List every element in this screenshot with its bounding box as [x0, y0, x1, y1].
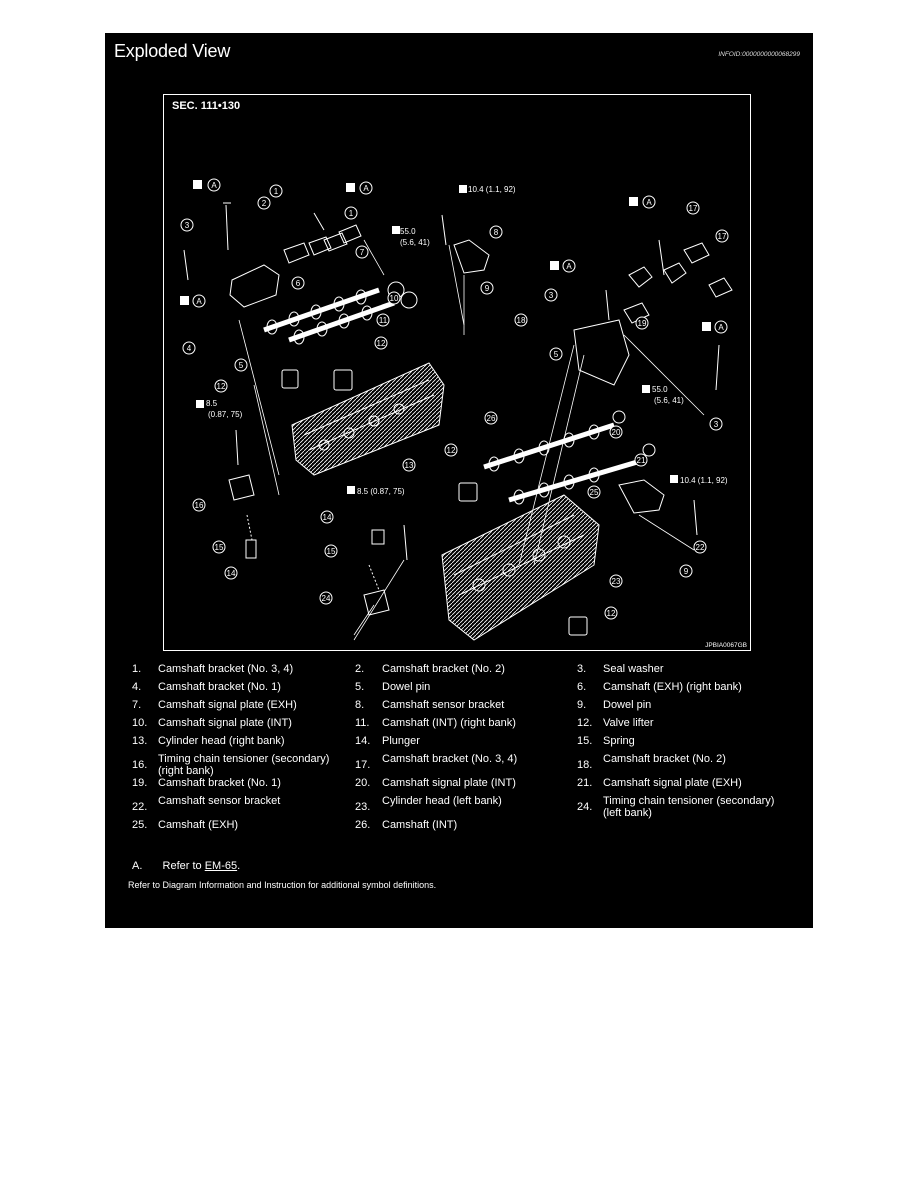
svg-text:3: 3: [548, 291, 554, 300]
legend-row: [105, 753, 813, 777]
svg-text:1: 1: [273, 187, 279, 196]
svg-text:15: 15: [326, 547, 336, 556]
svg-text:6: 6: [295, 279, 301, 288]
svg-text:12: 12: [606, 609, 616, 618]
legend-text: Cylinder head (right bank): [158, 735, 285, 747]
legend-text: Seal washer: [603, 663, 664, 675]
note-a-text: Refer to: [162, 860, 205, 872]
legend-text: Camshaft signal plate (INT): [158, 717, 292, 729]
legend-text: Camshaft signal plate (EXH): [158, 699, 297, 711]
legend-text: Camshaft bracket (No. 3, 4): [382, 753, 518, 765]
torque-label-3b: (5.6, 41): [654, 396, 684, 405]
svg-text:A: A: [211, 181, 217, 190]
legend-text: Camshaft (EXH) (right bank): [603, 681, 742, 693]
legend-number: 12.: [577, 717, 593, 729]
legend-text: Camshaft (EXH): [158, 819, 239, 831]
torque-label-6: 10.4 (1.1, 92): [680, 476, 728, 485]
legend-number: 26.: [355, 819, 371, 831]
em-65-link[interactable]: EM-65: [204, 860, 238, 872]
legend-number: 22.: [132, 801, 148, 813]
footer-note: Refer to Diagram Information and Instruction for additional symbol definitions.: [128, 880, 437, 890]
torque-label-5: 8.5 (0.87, 75): [357, 487, 405, 496]
legend-number: 14.: [355, 735, 371, 747]
legend-row: [105, 819, 813, 831]
svg-text:25: 25: [589, 488, 599, 497]
legend-row: [105, 717, 813, 729]
svg-text:12: 12: [446, 446, 456, 455]
legend-text: Timing chain tensioner (secondary) (left bank): [603, 795, 775, 819]
svg-text:4: 4: [186, 344, 192, 353]
legend-number: 25.: [132, 819, 148, 831]
legend-text: Cylinder head (left bank): [382, 795, 502, 807]
svg-text:23: 23: [611, 577, 621, 586]
svg-text:2: 2: [261, 199, 267, 208]
svg-text:14: 14: [322, 513, 332, 522]
torque-label-4b: (0.87, 75): [208, 410, 243, 419]
legend-number: 15.: [577, 735, 593, 747]
legend-number: 1.: [132, 663, 142, 675]
legend-text: Camshaft sensor bracket: [158, 795, 281, 807]
legend-number: 13.: [132, 735, 148, 747]
svg-text:5: 5: [238, 361, 244, 370]
legend-number: 23.: [355, 801, 371, 813]
svg-text:11: 11: [378, 316, 388, 325]
svg-text:A: A: [646, 198, 652, 207]
torque-label-1: 10.4 (1.1, 92): [468, 185, 516, 194]
legend-number: 9.: [577, 699, 587, 711]
figure-code: JPBIA0067GB: [705, 642, 747, 649]
legend-text: Dowel pin: [603, 699, 652, 711]
svg-text:9: 9: [683, 567, 689, 576]
svg-text:24: 24: [321, 594, 331, 603]
legend-number: 17.: [355, 759, 371, 771]
legend-text: Camshaft signal plate (INT): [382, 777, 516, 789]
svg-text:8: 8: [493, 228, 499, 237]
legend-number: 24.: [577, 801, 593, 813]
legend-number: 4.: [132, 681, 142, 693]
torque-label-2b: (5.6, 41): [400, 238, 430, 247]
legend-row: [105, 735, 813, 747]
legend-text: Camshaft bracket (No. 3, 4): [158, 663, 294, 675]
svg-text:A: A: [718, 323, 724, 332]
cylinder-head-right-bank: [292, 363, 444, 475]
page-title: Exploded View: [114, 41, 231, 61]
svg-text:26: 26: [486, 414, 496, 423]
svg-text:21: 21: [636, 456, 646, 465]
legend-text: Camshaft bracket (No. 1): [158, 777, 281, 789]
svg-text:19: 19: [637, 319, 647, 328]
svg-text:10: 10: [389, 294, 399, 303]
note-a-prefix: A.: [132, 860, 143, 872]
legend-text: Camshaft (INT): [382, 819, 458, 831]
camshafts-left-bank: [484, 411, 655, 504]
svg-text:9: 9: [484, 284, 490, 293]
legend-row: [105, 663, 813, 675]
info-id: INFOID:0000000000068299: [718, 51, 800, 58]
note-a-suffix: .: [237, 860, 241, 872]
svg-text:3: 3: [713, 420, 719, 429]
svg-text:20: 20: [611, 428, 621, 437]
legend-number: 16.: [132, 759, 148, 771]
legend-number: 10.: [132, 717, 148, 729]
legend-text: Camshaft bracket (No. 2): [603, 753, 726, 765]
legend-text: Camshaft bracket (No. 2): [382, 663, 505, 675]
legend-text: Valve lifter: [603, 717, 654, 729]
legend-number: 20.: [355, 777, 371, 789]
torque-label-3a: 55.0: [652, 385, 668, 394]
torque-label-2a: 55.0: [400, 227, 416, 236]
legend-number: 2.: [355, 663, 365, 675]
legend-number: 5.: [355, 681, 365, 693]
legend-number: 8.: [355, 699, 365, 711]
section-label: SEC. 111•130: [172, 100, 241, 112]
svg-text:1: 1: [348, 209, 354, 218]
svg-text:7: 7: [359, 248, 365, 257]
legend-number: 11.: [355, 717, 370, 729]
svg-text:5: 5: [553, 350, 559, 359]
legend-text: Camshaft (INT) (right bank): [382, 717, 516, 729]
legend-text: Camshaft bracket (No. 1): [158, 681, 281, 693]
svg-text:14: 14: [226, 569, 236, 578]
legend-text: Camshaft sensor bracket: [382, 699, 505, 711]
torque-label-4a: 8.5: [206, 399, 218, 408]
legend-number: 21.: [577, 777, 593, 789]
svg-text:A: A: [566, 262, 572, 271]
legend-number: 6.: [577, 681, 587, 693]
legend-row: [105, 699, 813, 711]
cylinder-head-left-bank: [442, 495, 599, 640]
svg-text:A: A: [363, 184, 369, 193]
svg-text:3: 3: [184, 221, 190, 230]
exploded-diagram: [164, 95, 752, 652]
svg-text:16: 16: [194, 501, 204, 510]
svg-text:A: A: [196, 297, 202, 306]
svg-text:15: 15: [214, 543, 224, 552]
legend-number: 18.: [577, 759, 593, 771]
legend-row: [105, 777, 813, 789]
legend-number: 7.: [132, 699, 142, 711]
legend-number: 19.: [132, 777, 148, 789]
legend-text: Plunger: [382, 735, 420, 747]
legend-number: 3.: [577, 663, 587, 675]
legend-row: [105, 795, 813, 819]
note-a: [132, 860, 240, 872]
legend-text: Dowel pin: [382, 681, 431, 693]
exploded-view-panel: [105, 33, 813, 928]
svg-text:18: 18: [516, 316, 526, 325]
legend-text: Spring: [603, 735, 635, 747]
legend-text: Camshaft signal plate (EXH): [603, 777, 742, 789]
svg-text:12: 12: [216, 382, 226, 391]
svg-text:17: 17: [688, 204, 698, 213]
camshafts-right-bank: [264, 282, 417, 344]
svg-text:13: 13: [404, 461, 414, 470]
diagram-frame: [163, 94, 751, 651]
timing-chain-tensioners: [226, 475, 389, 615]
legend-text: Timing chain tensioner (secondary) (right bank): [158, 753, 330, 777]
svg-text:12: 12: [376, 339, 386, 348]
svg-text:17: 17: [717, 232, 727, 241]
legend-row: [105, 681, 813, 693]
svg-text:22: 22: [695, 543, 705, 552]
